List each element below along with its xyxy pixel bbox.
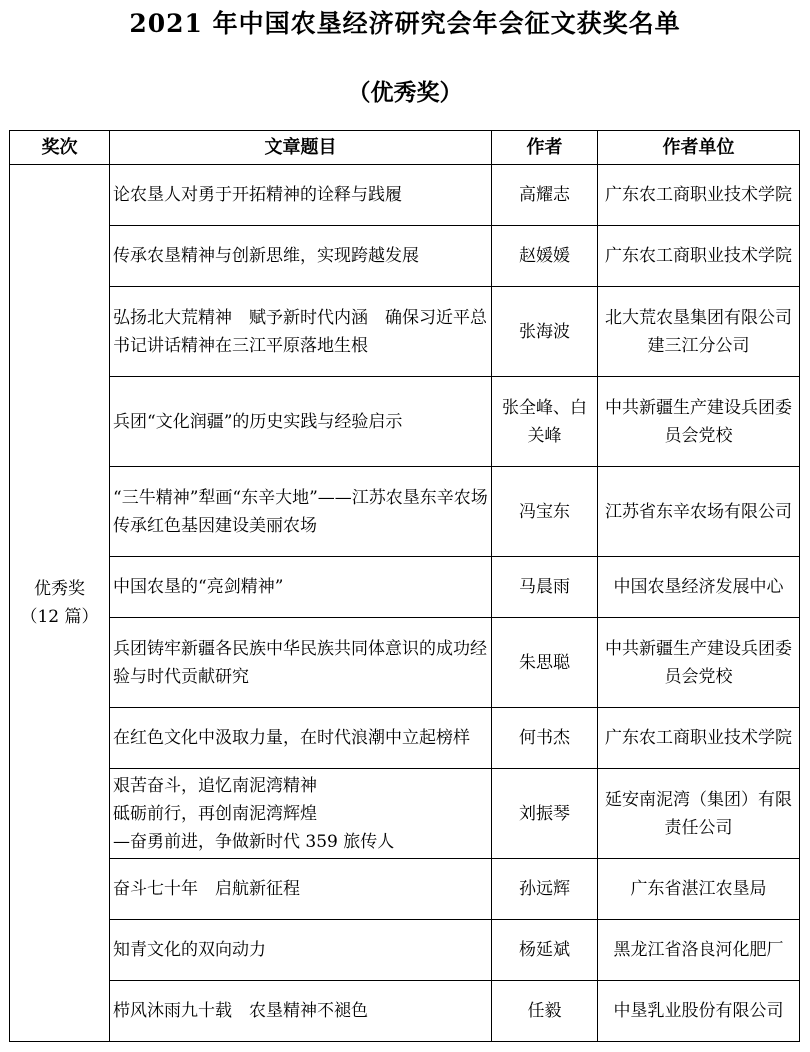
table-row [10, 287, 800, 377]
header-unit: 作者单位 [598, 131, 800, 165]
author-name: 赵媛媛 [492, 226, 598, 287]
header-award: 奖次 [10, 131, 110, 165]
author-name: 张全峰、白关峰 [492, 377, 598, 467]
table-row [10, 467, 800, 557]
table-row [10, 859, 800, 920]
author-unit: 中国农垦经济发展中心 [598, 557, 800, 618]
author-unit: 中共新疆生产建设兵团委员会党校 [598, 618, 800, 708]
article-title [110, 618, 492, 708]
award-count: （12 篇） [20, 607, 99, 627]
table-row [10, 165, 800, 226]
article-title [110, 859, 492, 920]
author-name: 冯宝东 [492, 467, 598, 557]
article-title-text: 知青文化的双向动力 [113, 940, 266, 960]
author-name: 朱思聪 [492, 618, 598, 708]
author-unit: 黑龙江省洛良河化肥厂 [598, 920, 800, 981]
document-title: 2021 年中国农垦经济研究会年会征文获奖名单 [129, 9, 681, 38]
article-title-text: 兵团“文化润疆”的历史实践与经验启示 [113, 411, 403, 432]
author-unit: 广东省湛江农垦局 [598, 859, 800, 920]
author-name: 张海波 [492, 287, 598, 377]
article-title-text: 奋斗七十年 启航新征程 [113, 879, 300, 899]
author-unit: 中垦乳业股份有限公司 [598, 981, 800, 1042]
header-author: 作者 [492, 131, 598, 165]
table-row [10, 708, 800, 769]
article-title-text: 栉风沐雨九十载 农垦精神不褪色 [113, 1001, 368, 1021]
document-subtitle: （优秀奖） [347, 79, 463, 106]
article-title [110, 557, 492, 618]
article-title [110, 769, 492, 859]
article-title [110, 377, 492, 467]
header-article: 文章题目 [110, 131, 492, 165]
author-name: 刘振琴 [492, 769, 598, 859]
article-title [110, 708, 492, 769]
author-name: 高耀志 [492, 165, 598, 226]
table-body [10, 165, 800, 1042]
author-name: 何书杰 [492, 708, 598, 769]
article-title [110, 287, 492, 377]
author-name: 杨延斌 [492, 920, 598, 981]
table-row [10, 769, 800, 859]
article-title [110, 920, 492, 981]
author-unit: 广东农工商职业技术学院 [598, 165, 800, 226]
award-name: 优秀奖 [34, 579, 85, 599]
article-title-text: 传承农垦精神与创新思维，实现跨越发展 [113, 246, 419, 266]
author-unit: 江苏省东辛农场有限公司 [598, 467, 800, 557]
article-title-text: 在红色文化中汲取力量，在时代浪潮中立起榜样 [113, 728, 470, 748]
table-row [10, 981, 800, 1042]
author-name: 马晨雨 [492, 557, 598, 618]
table-row [10, 618, 800, 708]
table-header-row [10, 131, 800, 165]
author-unit: 广东农工商职业技术学院 [598, 226, 800, 287]
article-title-text: “三牛精神”犁画“东辛大地”——江苏农垦东辛农场传承红色基因建设美丽农场 [113, 487, 488, 536]
table-row [10, 377, 800, 467]
article-title-text: 艰苦奋斗，追忆南泥湾精神 砥砺前行，再创南泥湾辉煌 —奋勇前进，争做新时代 359 旅传人 [113, 775, 395, 852]
table-row [10, 226, 800, 287]
article-title [110, 981, 492, 1042]
author-unit: 中共新疆生产建设兵团委员会党校 [598, 377, 800, 467]
author-unit: 广东农工商职业技术学院 [598, 708, 800, 769]
article-title-text: 弘扬北大荒精神 赋予新时代内涵 确保习近平总书记讲话精神在三江平原落地生根 [113, 307, 487, 356]
table-row [10, 920, 800, 981]
article-title-text: 中国农垦的“亮剑精神” [113, 577, 284, 597]
author-unit: 北大荒农垦集团有限公司建三江分公司 [598, 287, 800, 377]
author-name: 任毅 [492, 981, 598, 1042]
article-title [110, 226, 492, 287]
awards-table [9, 130, 800, 1042]
author-unit: 延安南泥湾（集团）有限责任公司 [598, 769, 800, 859]
article-title [110, 165, 492, 226]
table-row [10, 557, 800, 618]
article-title-text: 论农垦人对勇于开拓精神的诠释与践履 [113, 185, 402, 205]
author-name: 孙远辉 [492, 859, 598, 920]
article-title [110, 467, 492, 557]
award-cell [10, 165, 110, 1042]
article-title-text: 兵团铸牢新疆各民族中华民族共同体意识的成功经验与时代贡献研究 [113, 638, 487, 687]
